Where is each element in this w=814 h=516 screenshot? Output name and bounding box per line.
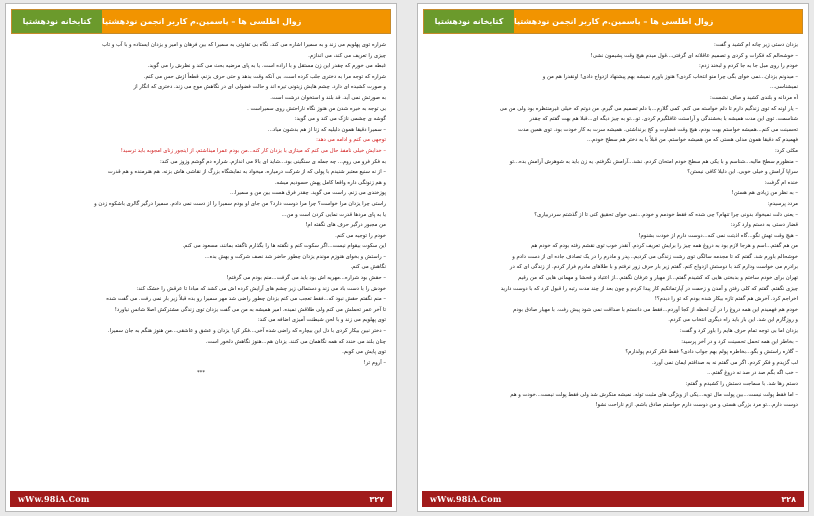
text-line: خودش را با دست باد می زند و دستمالی زیر چشم های آرایش کرده اش می کشد که مبادا تا عرقش را خشک کند: — [136, 285, 386, 292]
text-line: مکثی کرد: — [774, 147, 798, 154]
text-line: این سکوت بیقوام نیست...اگر سکوت کنم و نگفته ها را بگذارم ناگفته بمانند، مسعود می کنم. — [182, 243, 386, 250]
text-line: پوزخندی می زنم. راست می گوید. چقدر فرق هست بین من و سمیرا... — [229, 190, 386, 197]
page-number: ۳۲۷ — [369, 494, 384, 504]
text-line: قضار دستی به دستم وارد کرد: — [730, 222, 798, 229]
text-line: – دختر نبین بیکار کردی با دل این بیچاره که راضی شده آخی...فکر کن! یزدان و عشق و عاشقی...من هنوز هنگم به جان سمیرا. — [107, 328, 386, 335]
page-text — [16, 40, 386, 485]
text-line: لب گزیدم و فکر کردم. اگر می گفتم نه به صداقتم ایمان نمی آورد. — [651, 359, 798, 366]
text-line: آه مردانه و بلندی کشید و صاف نشست: — [710, 94, 798, 101]
book-title: زوال اطلسی ها – یاسمین.م کاربر انجمن نودهشتیا — [102, 10, 390, 33]
text-line: – خدایش خیلی نامفذ حال می کنم که میتازی با یزدان کار کنه...من بودم عمرا میذاشتم، از اینجور زنای امجوبه باید ترسید! — [120, 147, 386, 154]
text-line: – میدونم یزدان...نمی خوای بگی چرا منو انتخاب کردی؟ هنوز باورم نمیشه بهم پیشنهاد ازدواج دادی! اونقدرا هم من و — [542, 73, 798, 80]
page-header — [423, 9, 803, 34]
text-line: – آروم تر! — [363, 359, 386, 366]
text-line: – اما فقط پولت نیست...بین پولت مال تویه...یکی از ویژگی های مثبت توئه. نمیشه منکرش شد ولی فقط پولت نیست...خودت و هم — [510, 391, 798, 398]
text-line: خودم را روی مبل جا به جا کردم و لبخند زدم: — [699, 63, 798, 70]
text-line: تا آخر عمر تحملش می کنم ولی طلاقش نمیده. امیر همیشه به من می گفت یزدان توی زندگی مشترکش اصلا شانس نیاورد! — [114, 306, 386, 313]
text-line: به صورتش نمی آید. قد بلند و استخوان درشت است. — [270, 94, 386, 101]
library-label[interactable]: کتابخانه نودهشتیا — [12, 10, 102, 33]
text-line: *** — [197, 370, 205, 377]
text-line: و صورت کشیده ای دارد. چشم هایش زیتونی تیره اند و حالت فضولی ای در نگاهش موج می زند. دختری که انگار از — [133, 84, 386, 91]
text-line: دستم رها شد. با سماجت دستش را کشیدم و گفتم: — [685, 381, 798, 387]
text-line: – سمیرا دقیقا همون دلیلیه که زنا از هم بدشون میاد... — [267, 126, 386, 133]
text-line: توجهی می کنم و ادامه می دهد: — [316, 137, 386, 144]
text-line: – راستش و بخوای هنوزم موندم یزدان چطور حاضر شد نصف شرکت و بهش بده... — [204, 253, 386, 260]
text-line: – منم نگفتم حقش نبود که...فقط تعجب می کنم یزدان چطور راضی شد مهر سمیرا رو بده قبلاً زیر بار نمی رفت. می گفت شده — [106, 296, 386, 303]
text-line: – بخاطر این همه تحمل تحسینت کرد و در آخر پرسید: — [681, 338, 798, 345]
text-line: من مجبور درگیر حرف های نگفته ام! — [305, 222, 386, 229]
text-line: یا به پای مردها قدرت نمایی کردن است و من... — [281, 211, 386, 218]
text-line: نمیشناسی... — [770, 84, 798, 91]
text-line: خنده ام گرفت: — [764, 179, 798, 186]
text-line: توی پایش می کوبم. — [342, 349, 386, 356]
text-line: نگاهش می کنم. — [350, 264, 386, 271]
text-line: – از نه سنیع معتبر شنیدم با پولی که از شرکت درمیاره، میخواد به نمایشگاه بزرگ از نقاشی هاش بزنه. هم هنرمنده و هم قدرت — [107, 169, 386, 176]
text-line: چیزی نگفتم. گفتم که کلی رفتن و آمدن و زحمت در آپارتمانکیم کار پیدا کردم و چون بعد از چند مدت رتبه را قبول کرد که با دوست دارید — [500, 285, 798, 292]
book-title: زوال اطلسی ها – یاسمین.م کاربر انجمن نودهشتیا — [514, 10, 802, 33]
text-line: – هیچ وقت تهش نگو...گاه اذیتت نمی کنه...دوست دارم از خودت بشنوم! — [638, 232, 798, 239]
text-line: چنان بلند می خندد که همه نگاهمان می کنند. یزدان هم...هنوز نگاهش دلخور است. — [205, 338, 386, 345]
text-line: بی توجه به خیره شدن من هنوز نگاه ناراحتش روی سمیراست . — [247, 105, 386, 112]
text-line: – حقش بود شراره...مهریه اش بود باید می گرفت...منم بودم می گرفتم! — [226, 275, 386, 282]
text-line: سراپا آرامش و خیلی خوبی. این دلیلا کافی نیستن؟ — [687, 169, 798, 176]
text-line: راستی چرا یزدان مرا خواست؟ چرا مرا دوست دارد؟ من جای او بودم سمیرا را از دست نمی دادم. سمیرا درگیر گالری باشکوه زدن و — [94, 200, 386, 207]
text-line: تهران برای خودم ساختم و بدبختی هایی که کشیدم گفتم...از مهیار و عرفان نگفتم...از اعتیاد و فحشا و مهمانی هایی که من رقیم — [518, 275, 798, 282]
text-line: – خوشحالم که فکرات و کردی و تصمیم عاقلانه ای گرفتی...قول میدم هیچ وقت پشیمون نشی! — [590, 52, 798, 59]
right-page — [417, 3, 809, 512]
text-line: من هم گفتم...اسم و هرجا لازم بود به دروغ همه چیز را برایش تعریف کردم. آنقدر خوب توی نقشم رفته بودم که خودم هم — [531, 243, 798, 250]
text-line: یزدان اما بی توجه تمام حرف هایم را باور کرد و گفت: — [679, 328, 798, 335]
text-line: چیزی را تعریف می کند، می اندازم. — [308, 52, 386, 59]
text-line: فهمیدم که دقیقا همون مدلی هستی که من همیشه خواستم. من قبلاً با یه دختر هم سطح خودم... — [586, 137, 798, 144]
text-line: یزدان دستی زیر چانه ام کشید و گفت: — [714, 42, 798, 48]
text-line: شناسمت. توی این مدت همیشه با بخشندگی و آراستت غافلگیرم کردی. تو...تو به چیز دیگه ای...قبلا هم بهت گفتم که چقدر — [529, 116, 798, 123]
text-line: – به نظر من زیادی هم هستن! — [731, 190, 798, 197]
text-line: مردد پرسیدم: — [767, 200, 798, 207]
text-line: و هم زنونگی داره واقعا کامل پهش حسودیم میشه. — [274, 179, 386, 186]
text-line: توی پهلویم می زند و با لحن شیطنت آمیزی اضافه می کند: — [257, 317, 386, 324]
site-url-link[interactable]: wWw.98iA.Com — [18, 494, 90, 504]
text-line: شراره که توجه مرا به دختری جلب کرده است، بی آنکه وقت بدهد و حتی حرف بزنم، قطعاً ازش حس می کنم. — [143, 73, 386, 80]
text-line: – یعنی دلت نمیخواد بدونی چرا تنهام؟ چی شده که فقط خودمم و خودم...نمی خوای تحقیق کنی تا از گذشتم سردربیاری؟ — [534, 211, 798, 218]
text-line: اخراجم کرد. آخرش هم گفتم تازه بیکار شده بودم که تو را دیدم؟! — [654, 296, 798, 303]
page-text — [428, 40, 798, 485]
left-page — [5, 3, 397, 512]
text-line: شراره توی پهلویم می زند و به سمیرا اشاره می کند. نگاه بی تفاوتی به سمیرا که بین فرهان و امیر و یزدان ایستاده و با آب و تاب — [102, 42, 386, 48]
text-line: خوشحالم باورم شد. گفتم که تا مجدمه سالگی توی رشت زندگی می کردیم...پدر و مادرم را در یک تصادف جاده ای از دست دادم و — [512, 253, 798, 260]
page-footer — [422, 491, 804, 507]
text-line: تحسینت می کنم...همیشه خواستم بهت بودم، هیچ وقت قضاوت و کج برنداشتی. همیشه سرت به کار خودت بود. توی همین مدت — [518, 126, 798, 133]
site-url-link[interactable]: wWw.98iA.Com — [430, 494, 502, 504]
text-line: – خب اگه بگم صد در صد نه دروغ گفتم... — [707, 370, 798, 377]
library-label[interactable]: کتابخانه نودهشتیا — [424, 10, 514, 33]
text-line: دوست دارم...تو مرد بزرگی هستی و من دوست دارم حواستم صادق باشم. ازم ناراحت نشو! — [595, 402, 798, 409]
text-line: خودم را توجیه می کنم. — [335, 232, 386, 239]
text-line: غبطه می خورم که چقدر این زن مستقل و با اراده است. یا به پای مرضیه بحث می کند و نظرش را می گوید. — [147, 63, 386, 70]
text-line: و روزگارم این شد. این بار باید راه دیگری انتخاب می کردم. — [668, 317, 798, 324]
text-line: – منظورم سطح مالیه...شناسم و با یکی هم سطح خودم امتحان کردم. نشد...آرامش نگرفتم. یه زن باید به شوهرش آرامش بده...تو — [509, 158, 798, 165]
text-line: گوشه ی چشمی نازک می کند و می گوید: — [294, 116, 386, 123]
text-line: برادرم می خواست ودارم کند با دوستش ازدواج کنم. گفتم زیر بار حرف زور نرفتم و با طلاهای مادرم فرار کردم. از زندگی ای که در — [509, 264, 798, 271]
text-line: خودم هم فهمیدم این همه دروغ را در آن لحظه از کجا آوردم...فقط می دانستم با صداقت نمی شود پیش رفت. با مهیار صادق بودم — [513, 306, 798, 313]
text-line: به فکر فرو می روم... چه جمله ی سنگینی بود...شاید ای بالا می اندازم. شراره دم گوشم وزوز می کند: — [160, 158, 386, 165]
page-footer — [10, 491, 392, 507]
page-header — [11, 9, 391, 34]
page-number: ۳۲۸ — [781, 494, 796, 504]
text-line: – یار اونه که توی زندگیم دارم تا دلم خواسته می کنم. کمی گلارم...با دلم تصمیم می گیرم. من دوتم که خیلی غیرمنتظره بود ولی من می — [499, 105, 798, 112]
text-line: – گلاره راستش و بگو...بخاطره پولم بهم جواب دادی؟ فقط فکر کردم پولدارم؟ — [625, 349, 798, 356]
